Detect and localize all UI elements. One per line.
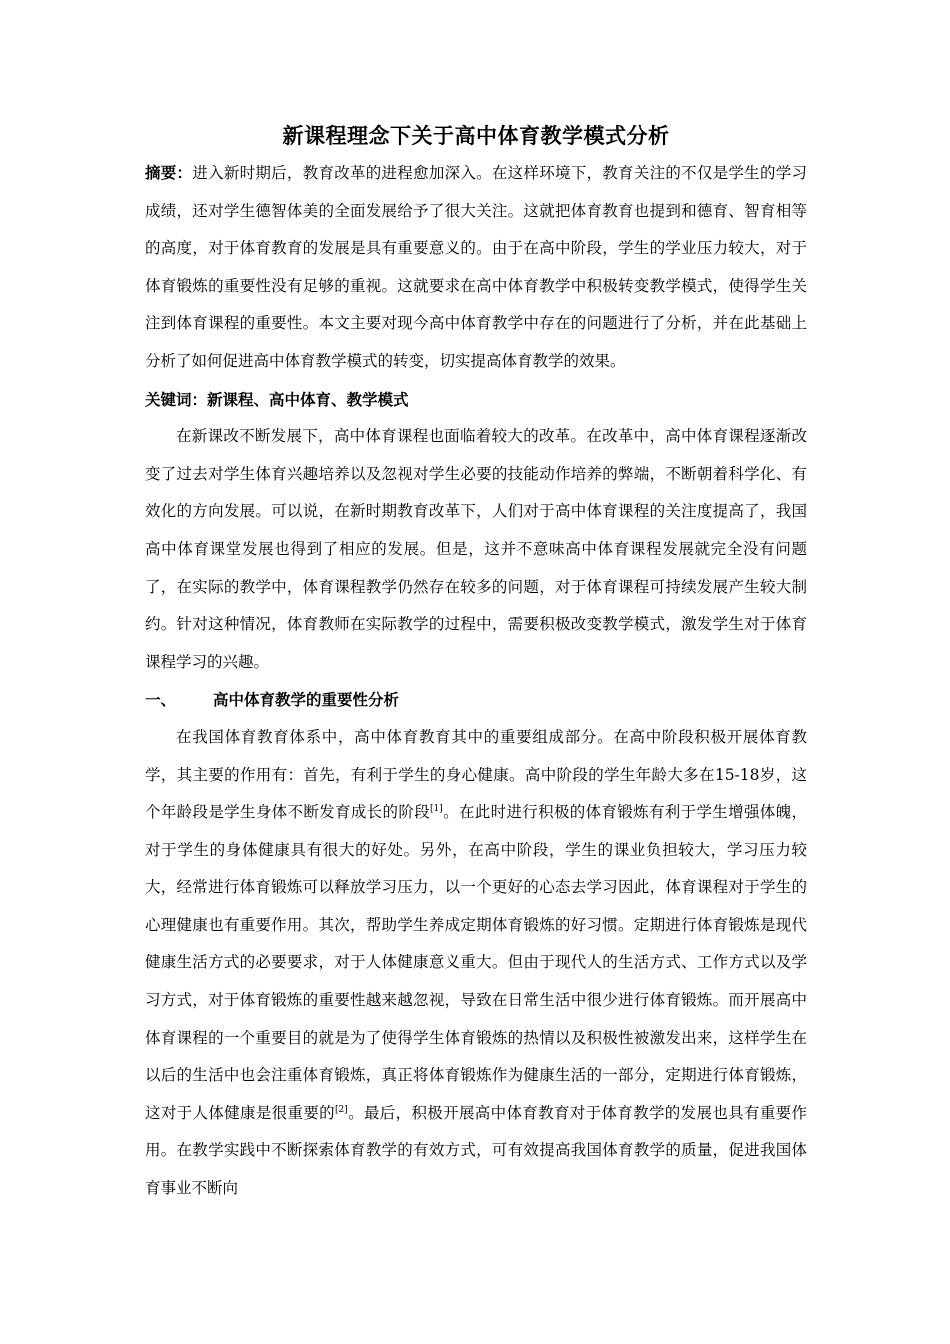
- section-title: 高中体育教学的重要性分析: [213, 690, 400, 710]
- document-title: 新课程理念下关于高中体育教学模式分析: [282, 123, 670, 148]
- abstract-label: 摘要：: [145, 163, 193, 182]
- section-heading-1: [145, 681, 807, 719]
- section-1-text-part3: 。最后，积极开展高中体育教育对于体育教学的发展也具有重要作用。在教学实践中不断探索体育教学的有效方式，可有效提高我国体育教学的质量，促进我国体育事业不断向: [145, 1103, 807, 1198]
- section-1-paragraph: [145, 719, 807, 1208]
- abstract-text: 进入新时期后，教育改革的进程愈加深入。在这样环境下，教育关注的不仅是学生的学习成绩，还对学生德智体美的全面发展给予了很大关注。这就把体育教育也提到和德育、智育相等的高度，对于体育教育的发展是具有重要意义的。由于在高中阶段，学生的学业压力较大，对于体育锻炼的重要性没有足够的重视。这就要求在高中体育教学中积极转变教学模式，使得学生关注到体育课程的重要性。本文主要对现今高中体育教学中存在的问题进行了分析，并在此基础上分析了如何促进高中体育教学模式的转变，切实提高体育教学的效果。: [145, 164, 807, 370]
- keywords-text: 新课程、高中体育、教学模式: [207, 389, 409, 409]
- keywords-line: [145, 381, 807, 419]
- citation-2: [2]: [335, 1104, 348, 1115]
- keywords-label: 关键词：: [145, 389, 208, 409]
- citation-1: [1]: [430, 804, 443, 815]
- abstract-paragraph: [145, 154, 807, 381]
- section-1-text-part2: 。在此时进行积极的体育锻炼有利于学生增强体魄，对于学生的身体健康具有很大的好处。另外，在高中阶段，学生的课业负担较大，学习压力较大，经常进行体育锻炼可以释放学习压力，以一个更好的心态去学习因此，体育课程对于学生的心理健康也有重要作用。其次，帮助学生养成定期体育锻炼的好习惯。定期进行体育锻炼是现代健康生活方式的必要要求，对于人体健康意义重大。但由于现代人的生活方式、工作方式以及学习方式，对于体育锻炼的重要性越来越忽视，导致在日常生活中很少进行体育锻炼。而开展高中体育课程的一个重要目的就是为了使得学生体育锻炼的热情以及积极性被激发出来，这样学生在以后的生活中也会注重体育锻炼，真正将体育锻炼作为健康生活的一部分，定期进行体育锻炼，这对于人体健康是很重要的: [145, 803, 807, 1122]
- section-number: 一、: [145, 690, 177, 710]
- intro-paragraph: 在新课改不断发展下，高中体育课程也面临着较大的改革。在改革中，高中体育课程逐渐改变了过去对学生体育兴趣培养以及忽视对学生必要的技能动作培养的弊端，不断朝着科学化、有效化的方向发展。可以说，在新时期教育改革下，人们对于高中体育课程的关注度提高了，我国高中体育课堂发展也得到了相应的发展。但是，这并不意味高中体育课程发展就完全没有问题了，在实际的教学中，体育课程教学仍然存在较多的问题，对于体育课程可持续发展产生较大制约。针对这种情况，体育教师在实际教学的过程中，需要积极改变教学模式，激发学生对于体育课程学习的兴趣。: [145, 427, 807, 671]
- section-1-text-part1: 在我国体育教育体系中，高中体育教育其中的重要组成部分。在高中阶段积极开展体育教学，其主要的作用有：首先，有利于学生的身心健康。高中阶段的学生年龄大多在15-18岁，这个年龄段是学生身体不断发育成长的阶段: [145, 727, 807, 822]
- document-body: [145, 118, 807, 1208]
